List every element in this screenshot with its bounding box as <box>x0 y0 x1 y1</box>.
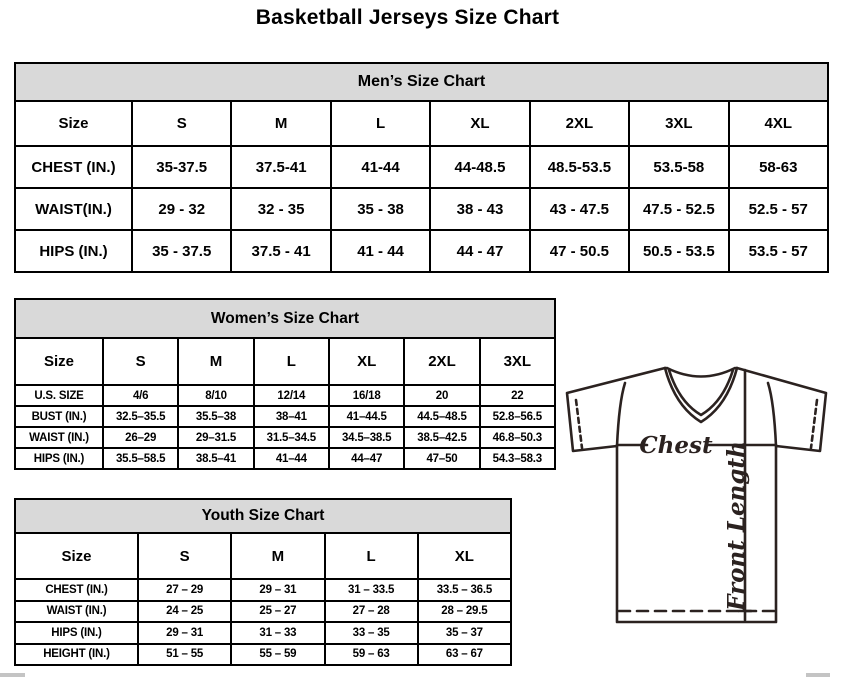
table-row <box>15 146 828 188</box>
data-cell: 29 - 32 <box>132 188 231 230</box>
womens-size-table <box>14 298 556 470</box>
size-header-cell: 3XL <box>629 101 728 146</box>
size-header-cell: S <box>103 338 178 385</box>
data-cell: 32 - 35 <box>231 188 330 230</box>
data-cell: 35.5–58.5 <box>103 448 178 469</box>
data-cell: 51 – 55 <box>138 644 231 666</box>
data-cell: 26–29 <box>103 427 178 448</box>
row-label: WAIST (IN.) <box>15 427 103 448</box>
table-row <box>15 448 555 469</box>
table-row <box>15 601 511 623</box>
size-header-cell: L <box>331 101 430 146</box>
front-length-label: Front Length <box>723 441 750 611</box>
table-row <box>15 230 828 272</box>
size-header-cell: M <box>231 101 330 146</box>
row-label: HIPS (IN.) <box>15 622 138 644</box>
size-header-label: Size <box>15 101 132 146</box>
data-cell: 35 – 37 <box>418 622 511 644</box>
data-cell: 38.5–42.5 <box>404 427 479 448</box>
data-cell: 41-44 <box>331 146 430 188</box>
size-header-cell: XL <box>430 101 529 146</box>
data-cell: 47.5 - 52.5 <box>629 188 728 230</box>
size-header-cell: L <box>254 338 329 385</box>
size-header-cell: L <box>325 533 418 579</box>
data-cell: 53.5 - 57 <box>729 230 828 272</box>
left-cuff-dash <box>576 400 582 448</box>
table-row <box>15 427 555 448</box>
page-title: Basketball Jerseys Size Chart <box>255 6 560 29</box>
data-cell: 25 – 27 <box>231 601 324 623</box>
table-row <box>15 644 511 666</box>
data-cell: 31 – 33.5 <box>325 579 418 601</box>
data-cell: 63 – 67 <box>418 644 511 666</box>
data-cell: 16/18 <box>329 385 404 406</box>
data-cell: 22 <box>480 385 555 406</box>
data-cell: 4/6 <box>103 385 178 406</box>
scrollbar-fragment-left[interactable] <box>0 673 25 677</box>
table-row <box>15 385 555 406</box>
table-row <box>15 406 555 427</box>
row-label: HIPS (IN.) <box>15 448 103 469</box>
size-header-label: Size <box>15 338 103 385</box>
right-sleeve-seam <box>768 383 776 446</box>
youth-size-table <box>14 498 512 666</box>
data-cell: 35 - 38 <box>331 188 430 230</box>
data-cell: 27 – 29 <box>138 579 231 601</box>
data-cell: 12/14 <box>254 385 329 406</box>
row-label: CHEST (IN.) <box>15 146 132 188</box>
data-cell: 29–31.5 <box>178 427 253 448</box>
data-cell: 32.5–35.5 <box>103 406 178 427</box>
row-label: WAIST (IN.) <box>15 601 138 623</box>
data-cell: 37.5-41 <box>231 146 330 188</box>
data-cell: 41–44 <box>254 448 329 469</box>
data-cell: 41–44.5 <box>329 406 404 427</box>
data-cell: 37.5 - 41 <box>231 230 330 272</box>
table-row <box>15 579 511 601</box>
data-cell: 44–47 <box>329 448 404 469</box>
row-label: U.S. SIZE <box>15 385 103 406</box>
data-cell: 28 – 29.5 <box>418 601 511 623</box>
data-cell: 59 – 63 <box>325 644 418 666</box>
left-sleeve-seam <box>617 383 625 446</box>
size-header-cell: S <box>132 101 231 146</box>
table-row <box>15 622 511 644</box>
data-cell: 54.3–58.3 <box>480 448 555 469</box>
data-cell: 52.8–56.5 <box>480 406 555 427</box>
data-cell: 50.5 - 53.5 <box>629 230 728 272</box>
chest-label: Chest <box>639 432 713 459</box>
size-header-cell: XL <box>418 533 511 579</box>
data-cell: 55 – 59 <box>231 644 324 666</box>
table-title: Men’s Size Chart <box>15 63 828 101</box>
size-header-cell: S <box>138 533 231 579</box>
data-cell: 43 - 47.5 <box>530 188 629 230</box>
data-cell: 44-48.5 <box>430 146 529 188</box>
scrollbar-fragment-right[interactable] <box>806 673 830 677</box>
jersey-measurement-diagram <box>555 358 843 630</box>
data-cell: 48.5-53.5 <box>530 146 629 188</box>
data-cell: 38.5–41 <box>178 448 253 469</box>
row-label: HIPS (IN.) <box>15 230 132 272</box>
data-cell: 34.5–38.5 <box>329 427 404 448</box>
data-cell: 29 – 31 <box>231 579 324 601</box>
data-cell: 44.5–48.5 <box>404 406 479 427</box>
table-title: Youth Size Chart <box>15 499 511 533</box>
data-cell: 8/10 <box>178 385 253 406</box>
jersey-diagram-svg <box>555 358 843 630</box>
row-label: HEIGHT (IN.) <box>15 644 138 666</box>
table-row <box>15 188 828 230</box>
data-cell: 53.5-58 <box>629 146 728 188</box>
size-header-cell: 4XL <box>729 101 828 146</box>
data-cell: 35 - 37.5 <box>132 230 231 272</box>
data-cell: 24 – 25 <box>138 601 231 623</box>
size-header-label: Size <box>15 533 138 579</box>
data-cell: 31 – 33 <box>231 622 324 644</box>
data-cell: 38–41 <box>254 406 329 427</box>
data-cell: 52.5 - 57 <box>729 188 828 230</box>
data-cell: 47–50 <box>404 448 479 469</box>
row-label: WAIST(IN.) <box>15 188 132 230</box>
size-header-cell: 2XL <box>530 101 629 146</box>
data-cell: 38 - 43 <box>430 188 529 230</box>
size-header-cell: 2XL <box>404 338 479 385</box>
size-header-cell: 3XL <box>480 338 555 385</box>
data-cell: 27 – 28 <box>325 601 418 623</box>
data-cell: 33 – 35 <box>325 622 418 644</box>
data-cell: 46.8–50.3 <box>480 427 555 448</box>
data-cell: 47 - 50.5 <box>530 230 629 272</box>
data-cell: 44 - 47 <box>430 230 529 272</box>
data-cell: 41 - 44 <box>331 230 430 272</box>
row-label: BUST (IN.) <box>15 406 103 427</box>
data-cell: 58-63 <box>729 146 828 188</box>
row-label: CHEST (IN.) <box>15 579 138 601</box>
data-cell: 20 <box>404 385 479 406</box>
table-title: Women’s Size Chart <box>15 299 555 338</box>
size-header-cell: M <box>178 338 253 385</box>
data-cell: 31.5–34.5 <box>254 427 329 448</box>
size-header-cell: M <box>231 533 324 579</box>
right-cuff-dash <box>811 400 817 448</box>
data-cell: 29 – 31 <box>138 622 231 644</box>
size-header-cell: XL <box>329 338 404 385</box>
collar-back-arc <box>667 368 735 377</box>
mens-size-table <box>14 62 829 273</box>
data-cell: 33.5 – 36.5 <box>418 579 511 601</box>
data-cell: 35.5–38 <box>178 406 253 427</box>
jersey-outline <box>567 368 826 622</box>
data-cell: 35-37.5 <box>132 146 231 188</box>
